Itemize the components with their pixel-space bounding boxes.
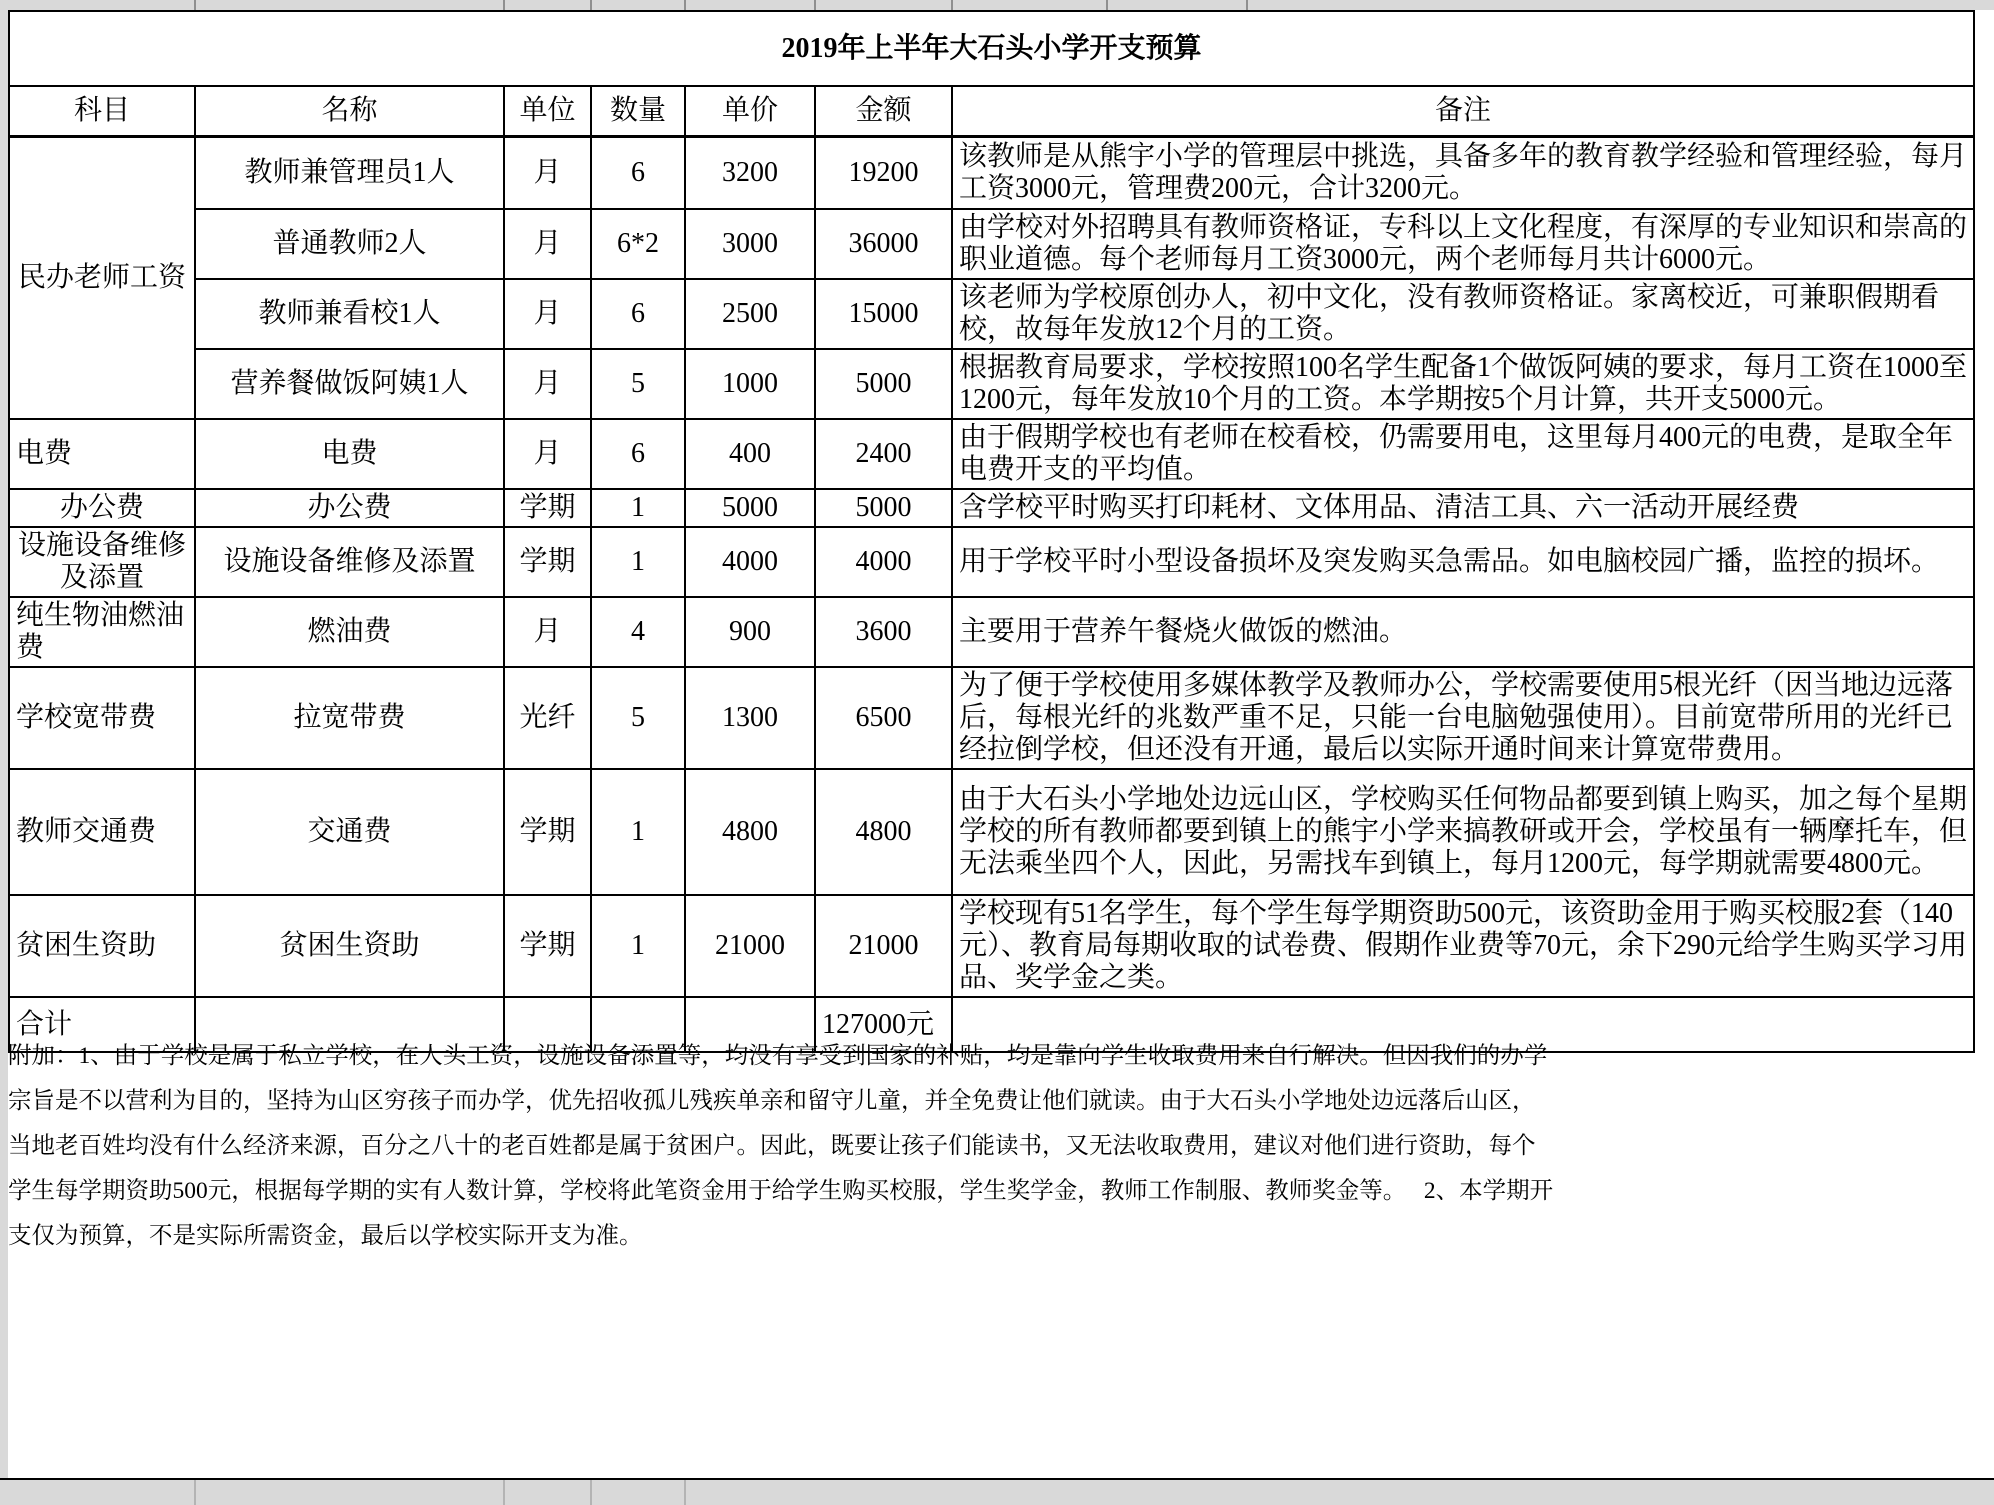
cell-note[interactable]: 主要用于营养午餐烧火做饭的燃油。 bbox=[952, 597, 1974, 667]
cell-total-amount[interactable]: 127000元 bbox=[815, 997, 952, 1052]
cell-price[interactable]: 3000 bbox=[685, 209, 815, 279]
gridline-tick bbox=[590, 1480, 592, 1505]
cell-subject-fuel[interactable]: 纯生物油燃油费 bbox=[9, 597, 195, 667]
cell-price[interactable]: 1300 bbox=[685, 667, 815, 769]
cell-unit[interactable]: 月 bbox=[504, 279, 591, 349]
gridline-tick bbox=[194, 1480, 196, 1505]
cell-name[interactable]: 电费 bbox=[195, 419, 504, 489]
cell-price[interactable]: 1000 bbox=[685, 349, 815, 419]
cell-qty[interactable]: 5 bbox=[591, 349, 685, 419]
cell-qty[interactable]: 6*2 bbox=[591, 209, 685, 279]
cell-price[interactable]: 3200 bbox=[685, 136, 815, 209]
cell-qty[interactable]: 1 bbox=[591, 527, 685, 597]
table-row bbox=[9, 136, 1974, 209]
cell-subject-poor-students[interactable]: 贫困生资助 bbox=[9, 895, 195, 997]
cell-subject-teacher-salary[interactable]: 民办老师工资 bbox=[9, 136, 195, 419]
cell-price[interactable]: 21000 bbox=[685, 895, 815, 997]
cell-note[interactable]: 由学校对外招聘具有教师资格证，专科以上文化程度，有深厚的专业知识和崇高的职业道德。每个老师每月工资3000元，两个老师每月共计6000元。 bbox=[952, 209, 1974, 279]
gridline-tick bbox=[1246, 0, 1248, 10]
budget-table bbox=[8, 10, 1975, 1053]
cell-price[interactable]: 400 bbox=[685, 419, 815, 489]
cell-name[interactable]: 贫困生资助 bbox=[195, 895, 504, 997]
col-header-amount: 金额 bbox=[815, 86, 952, 136]
table-row bbox=[9, 527, 1974, 597]
cell-unit[interactable]: 学期 bbox=[504, 527, 591, 597]
cell-name[interactable]: 拉宽带费 bbox=[195, 667, 504, 769]
cell-unit[interactable]: 月 bbox=[504, 419, 591, 489]
col-header-price: 单价 bbox=[685, 86, 815, 136]
cell-qty[interactable]: 1 bbox=[591, 895, 685, 997]
cell-unit[interactable]: 月 bbox=[504, 597, 591, 667]
cell-subject-electricity[interactable]: 电费 bbox=[9, 419, 195, 489]
cell-name[interactable]: 普通教师2人 bbox=[195, 209, 504, 279]
cell-unit[interactable]: 月 bbox=[504, 349, 591, 419]
footer-border bbox=[0, 1478, 1994, 1480]
cell-subject-broadband[interactable]: 学校宽带费 bbox=[9, 667, 195, 769]
cell-amount[interactable]: 19200 bbox=[815, 136, 952, 209]
table-row bbox=[9, 489, 1974, 527]
cell-note[interactable]: 根据教育局要求，学校按照100名学生配备1个做饭阿姨的要求，每月工资在1000至1200元，每年发放10个月的工资。本学期按5个月计算，共开支5000元。 bbox=[952, 349, 1974, 419]
table-row bbox=[9, 597, 1974, 667]
cell-amount[interactable]: 15000 bbox=[815, 279, 952, 349]
cell-note[interactable]: 由于大石头小学地处边远山区，学校购买任何物品都要到镇上购买，加之每个星期学校的所有教师都要到镇上的熊宇小学来搞教研或开会，学校虽有一辆摩托车，但无法乘坐四个人，因此，另需找车到镇上，每月1200元，每学期就需要4800元。 bbox=[952, 769, 1974, 895]
cell-note[interactable]: 由于假期学校也有老师在校看校，仍需要用电，这里每月400元的电费，是取全年电费开支的平均值。 bbox=[952, 419, 1974, 489]
cell-unit[interactable]: 学期 bbox=[504, 895, 591, 997]
cell-amount[interactable]: 6500 bbox=[815, 667, 952, 769]
cell-name[interactable]: 教师兼管理员1人 bbox=[195, 136, 504, 209]
cell-qty[interactable]: 6 bbox=[591, 419, 685, 489]
cell-price[interactable]: 4800 bbox=[685, 769, 815, 895]
footnote[interactable]: 附加：1、由于学校是属于私立学校，在人头工资，设施设备添置等，均没有享受到国家的补贴，均是靠向学生收取费用来自行解决。但因我们的办学宗旨是不以营利为目的，坚持为山区穷孩子而办学，优先招收孤儿残疾单亲和留守儿童，并全免费让他们就读。由于大石头小学地处边远落后山区，当地老百姓均没有什么经济来源，百分之八十的老百姓都是属于贫困户。因此，既要让孩子们能读书，又无法收取费用，建议对他们进行资助，每个学生每学期资助500元，根据每学期的实有人数计算，学校将此笔资金用于给学生购买校服，学生奖学金，教师工作制服、教师奖金等。 2、本学期开支仅为预算，不是实际所需资金，最后以学校实际开支为准。 bbox=[8, 1043, 1554, 1249]
table-row bbox=[9, 419, 1974, 489]
cell-unit[interactable]: 光纤 bbox=[504, 667, 591, 769]
cell-amount[interactable]: 4800 bbox=[815, 769, 952, 895]
cell-subject-office[interactable]: 办公费 bbox=[9, 489, 195, 527]
cell-amount[interactable]: 5000 bbox=[815, 349, 952, 419]
cell-note[interactable]: 学校现有51名学生，每个学生每学期资助500元，该资助金用于购买校服2套（140元）、教育局每期收取的试卷费、假期作业费等70元，余下290元给学生购买学习用品、奖学金之类。 bbox=[952, 895, 1974, 997]
cell-name[interactable]: 教师兼看校1人 bbox=[195, 279, 504, 349]
cell-price[interactable]: 2500 bbox=[685, 279, 815, 349]
cell-amount[interactable]: 5000 bbox=[815, 489, 952, 527]
sheet-left-edge bbox=[0, 0, 8, 1478]
col-header-subject: 科目 bbox=[9, 86, 195, 136]
cell-amount[interactable]: 36000 bbox=[815, 209, 952, 279]
cell-unit[interactable]: 学期 bbox=[504, 769, 591, 895]
cell-amount[interactable]: 4000 bbox=[815, 527, 952, 597]
table-row bbox=[9, 769, 1974, 895]
cell-price[interactable]: 900 bbox=[685, 597, 815, 667]
gridline-tick bbox=[503, 1480, 505, 1505]
cell-subject-transport[interactable]: 教师交通费 bbox=[9, 769, 195, 895]
cell-qty[interactable]: 1 bbox=[591, 769, 685, 895]
gridline-tick bbox=[684, 0, 686, 10]
gridline-tick bbox=[951, 0, 953, 10]
cell-total-label[interactable]: 合计 bbox=[9, 997, 195, 1052]
cell-note[interactable]: 含学校平时购买打印耗材、文体用品、清洁工具、六一活动开展经费 bbox=[952, 489, 1974, 527]
cell-unit[interactable]: 月 bbox=[504, 209, 591, 279]
cell-name[interactable]: 交通费 bbox=[195, 769, 504, 895]
col-header-name: 名称 bbox=[195, 86, 504, 136]
cell-note[interactable]: 用于学校平时小型设备损坏及突发购买急需品。如电脑校园广播，监控的损坏。 bbox=[952, 527, 1974, 597]
cell-amount[interactable]: 2400 bbox=[815, 419, 952, 489]
cell-note[interactable]: 为了便于学校使用多媒体教学及教师办公，学校需要使用5根光纤（因当地边远落后，每根光纤的兆数严重不足，只能一台电脑勉强使用）。目前宽带所用的光纤已经拉倒学校，但还没有开通，最后以实际开通时间来计算宽带费用。 bbox=[952, 667, 1974, 769]
table-row bbox=[9, 895, 1974, 997]
gridline-tick bbox=[814, 0, 816, 10]
table-row bbox=[9, 349, 1974, 419]
gridline-tick bbox=[684, 1480, 686, 1505]
cell-name[interactable]: 燃油费 bbox=[195, 597, 504, 667]
cell-price[interactable]: 5000 bbox=[685, 489, 815, 527]
gridline-tick bbox=[194, 0, 196, 10]
cell-name[interactable]: 设施设备维修及添置 bbox=[195, 527, 504, 597]
cell-subject-equipment[interactable]: 设施设备维修及添置 bbox=[9, 527, 195, 597]
sheet-top-edge bbox=[0, 0, 1994, 10]
cell-name[interactable]: 营养餐做饭阿姨1人 bbox=[195, 349, 504, 419]
cell-amount[interactable]: 21000 bbox=[815, 895, 952, 997]
gridline-tick bbox=[1106, 0, 1108, 10]
cell-note[interactable]: 该老师为学校原创办人，初中文化，没有教师资格证。家离校近，可兼职假期看校，故每年发放12个月的工资。 bbox=[952, 279, 1974, 349]
col-header-note: 备注 bbox=[952, 86, 1974, 136]
cell-name[interactable]: 办公费 bbox=[195, 489, 504, 527]
cell-unit[interactable]: 学期 bbox=[504, 489, 591, 527]
cell-unit[interactable]: 月 bbox=[504, 136, 591, 209]
cell-amount[interactable]: 3600 bbox=[815, 597, 952, 667]
cell-qty[interactable]: 4 bbox=[591, 597, 685, 667]
cell-qty[interactable]: 6 bbox=[591, 279, 685, 349]
col-header-qty: 数量 bbox=[591, 86, 685, 136]
cell-qty[interactable]: 6 bbox=[591, 136, 685, 209]
table-row bbox=[9, 667, 1974, 769]
gridline-tick bbox=[590, 0, 592, 10]
cell-qty[interactable]: 1 bbox=[591, 489, 685, 527]
cell-qty[interactable]: 5 bbox=[591, 667, 685, 769]
cell-price[interactable]: 4000 bbox=[685, 527, 815, 597]
table-row bbox=[9, 209, 1974, 279]
table-row bbox=[9, 279, 1974, 349]
table-title: 2019年上半年大石头小学开支预算 bbox=[9, 11, 1974, 86]
cell-note[interactable]: 该教师是从熊宇小学的管理层中挑选，具备多年的教育教学经验和管理经验，每月工资3000元，管理费200元，合计3200元。 bbox=[952, 136, 1974, 209]
sheet-bottom-edge bbox=[0, 1480, 1994, 1505]
gridline-tick bbox=[503, 0, 505, 10]
col-header-unit: 单位 bbox=[504, 86, 591, 136]
